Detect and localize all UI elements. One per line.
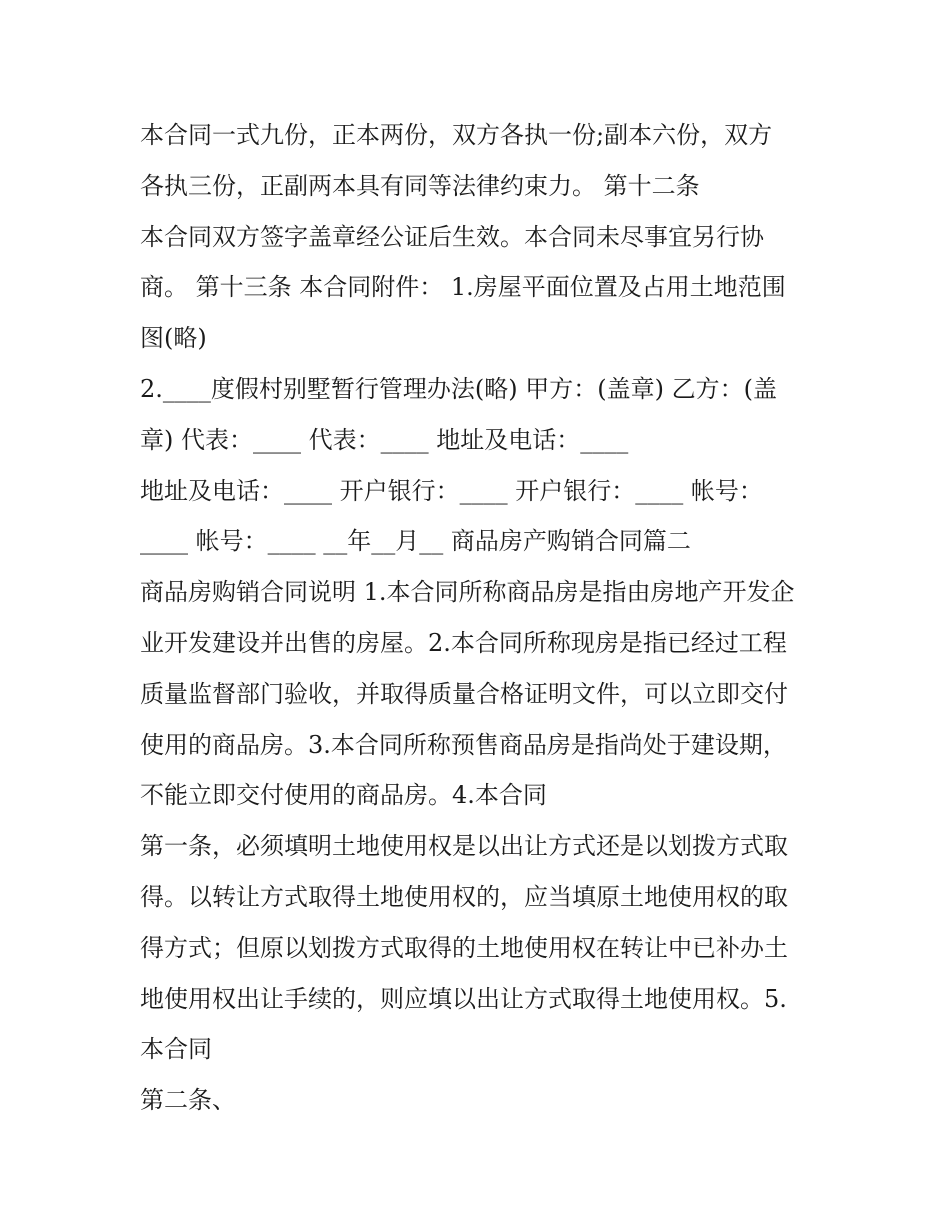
text-line: 章) 代表：____ 代表：____ 地址及电话：____ bbox=[140, 425, 629, 454]
text-line: 图(略) bbox=[140, 324, 207, 353]
text-line: 得方式；但原以划拨方式取得的土地使用权在转让中已补办土 bbox=[140, 933, 788, 962]
text-line: 本合同一式九份，正本两份，双方各执一份;副本六份，双方 bbox=[140, 121, 773, 149]
text-line: 本合同双方签字盖章经公证后生效。本合同未尽事宜另行协 bbox=[140, 222, 764, 251]
text-line: 2.____度假村别墅暂行管理办法(略) 甲方：(盖章) 乙方：(盖 bbox=[140, 374, 777, 403]
text-line: 质量监督部门验收，并取得质量合格证明文件，可以立即交付 bbox=[140, 679, 788, 708]
contract-text bbox=[140, 110, 820, 1126]
text-line: 使用的商品房。3.本合同所称预售商品房是指尚处于建设期， bbox=[140, 730, 787, 759]
text-line: 第一条，必须填明土地使用权是以出让方式还是以划拨方式取 bbox=[140, 832, 788, 861]
text-line: 本合同 bbox=[140, 1035, 212, 1064]
text-line: 商品房购销合同说明 1.本合同所称商品房是指由房地产开发企 bbox=[140, 578, 795, 607]
text-line: 得。以转让方式取得土地使用权的，应当填原土地使用权的取 bbox=[140, 882, 788, 911]
text-line: ____ 帐号：____ __年__月__ 商品房产购销合同篇二 bbox=[140, 527, 691, 556]
text-line: 第二条、 bbox=[140, 1086, 236, 1115]
text-line: 各执三份，正副两本具有同等法律约束力。 第十二条 bbox=[140, 171, 700, 200]
text-line: 地址及电话：____ 开户银行：____ 开户银行：____ 帐号： bbox=[140, 476, 763, 505]
text-line: 地使用权出让手续的，则应填以出让方式取得土地使用权。5. bbox=[140, 984, 787, 1013]
text-line: 业开发建设并出售的房屋。2.本合同所称现房是指已经过工程 bbox=[140, 628, 787, 657]
text-line: 不能立即交付使用的商品房。4.本合同 bbox=[140, 781, 547, 810]
text-line: 商。 第十三条 本合同附件： 1.房屋平面位置及占用土地范围 bbox=[140, 273, 786, 302]
